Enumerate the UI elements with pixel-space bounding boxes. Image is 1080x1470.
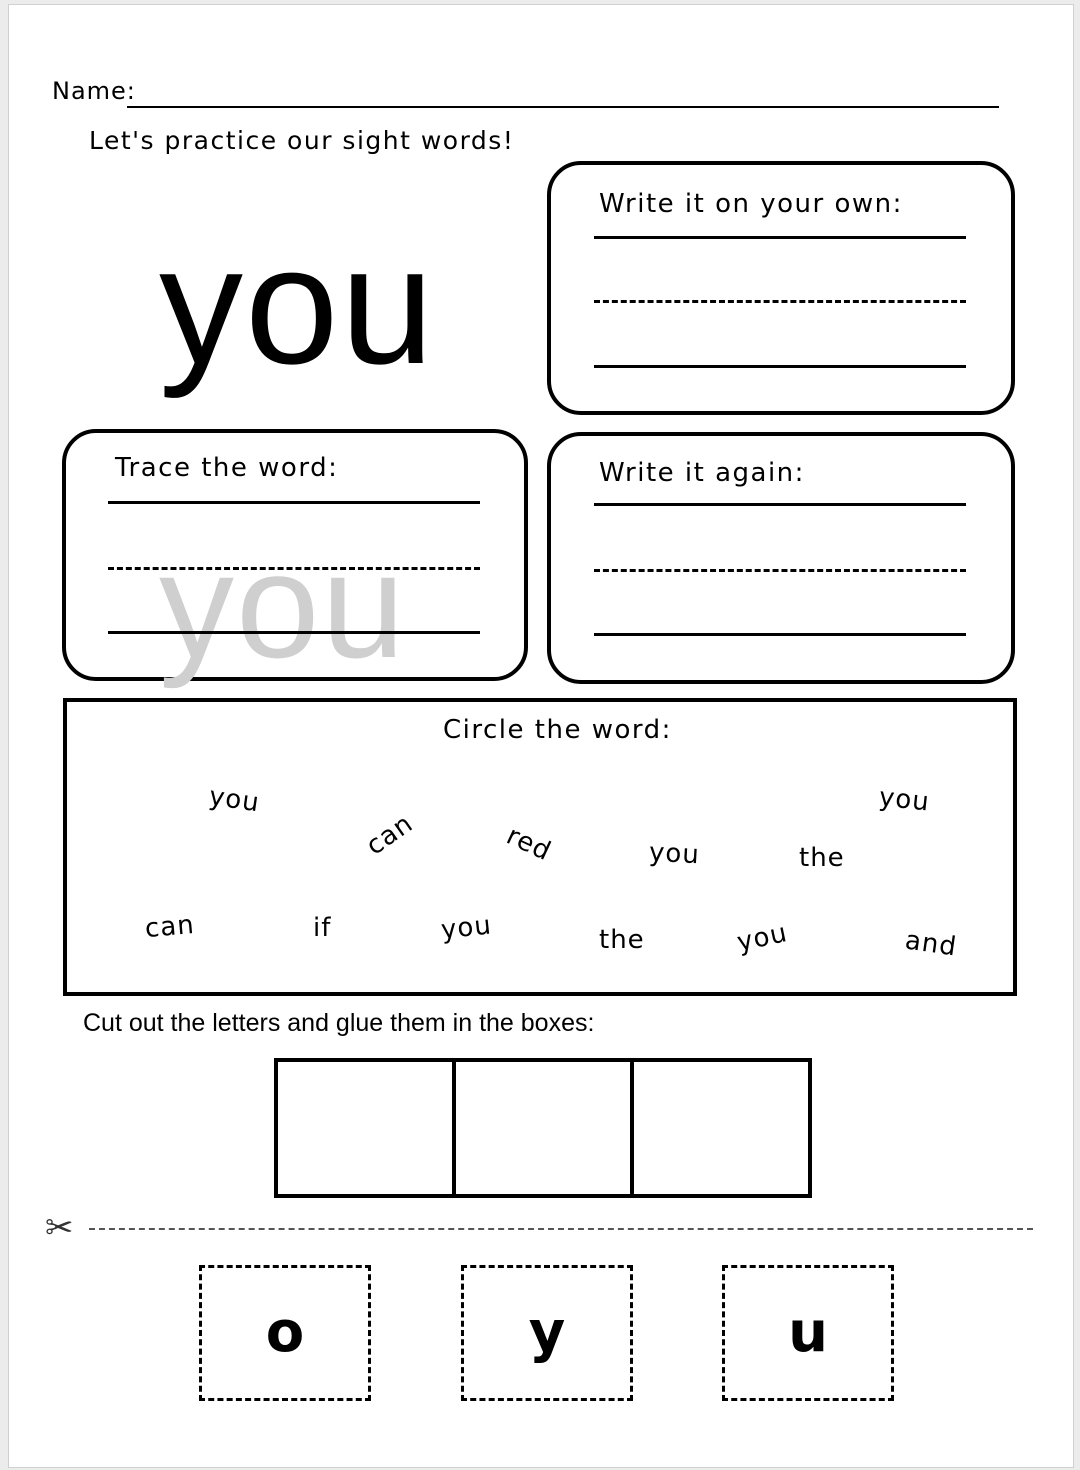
circle-word[interactable]: red [501,820,556,868]
write-again-base-line[interactable] [594,633,966,636]
circle-word[interactable]: you [439,910,494,946]
circle-word[interactable]: you [648,837,701,871]
circle-word[interactable]: you [734,918,791,958]
circle-word[interactable]: the [599,925,645,955]
circle-word[interactable]: can [143,909,196,945]
letter-tile-o[interactable] [199,1265,371,1401]
circle-word[interactable]: can [360,808,419,862]
glue-box-2[interactable] [452,1058,634,1198]
trace-top-line [108,501,480,504]
trace-mid-line [108,567,480,570]
circle-word[interactable]: you [877,782,932,818]
circle-word[interactable]: if [313,913,332,943]
trace-word[interactable]: you [159,521,407,689]
write-own-top-line [594,236,966,239]
name-label: Name: [52,77,136,105]
name-line[interactable] [127,106,999,108]
write-own-title: Write it on your own: [599,189,903,219]
trace-title: Trace the word: [115,453,339,483]
circle-title: Circle the word: [443,715,672,745]
circle-word[interactable]: you [207,781,262,819]
trace-base-line [108,631,480,634]
intro-text: Let's practice our sight words! [89,126,515,155]
sight-word-display: you [159,211,436,399]
write-own-mid-line [594,300,966,303]
circle-word[interactable]: the [799,843,845,873]
cut-glue-instruction: Cut out the letters and glue them in the boxes: [83,1009,595,1037]
write-own-base-line[interactable] [594,365,966,368]
letter-tile-label: o [265,1300,305,1365]
worksheet-page [8,4,1074,1468]
write-again-title: Write it again: [599,458,805,488]
letter-tile-y[interactable] [461,1265,633,1401]
letter-tile-u[interactable] [722,1265,894,1401]
glue-box-3[interactable] [630,1058,812,1198]
glue-box-1[interactable] [274,1058,456,1198]
circle-word[interactable]: and [903,925,959,963]
cut-line[interactable] [89,1228,1033,1230]
letter-tile-label: u [788,1300,828,1365]
write-again-top-line [594,503,966,506]
scissors-icon: ✂ [45,1208,74,1248]
letter-tile-label: y [528,1300,566,1365]
write-again-mid-line [594,569,966,572]
